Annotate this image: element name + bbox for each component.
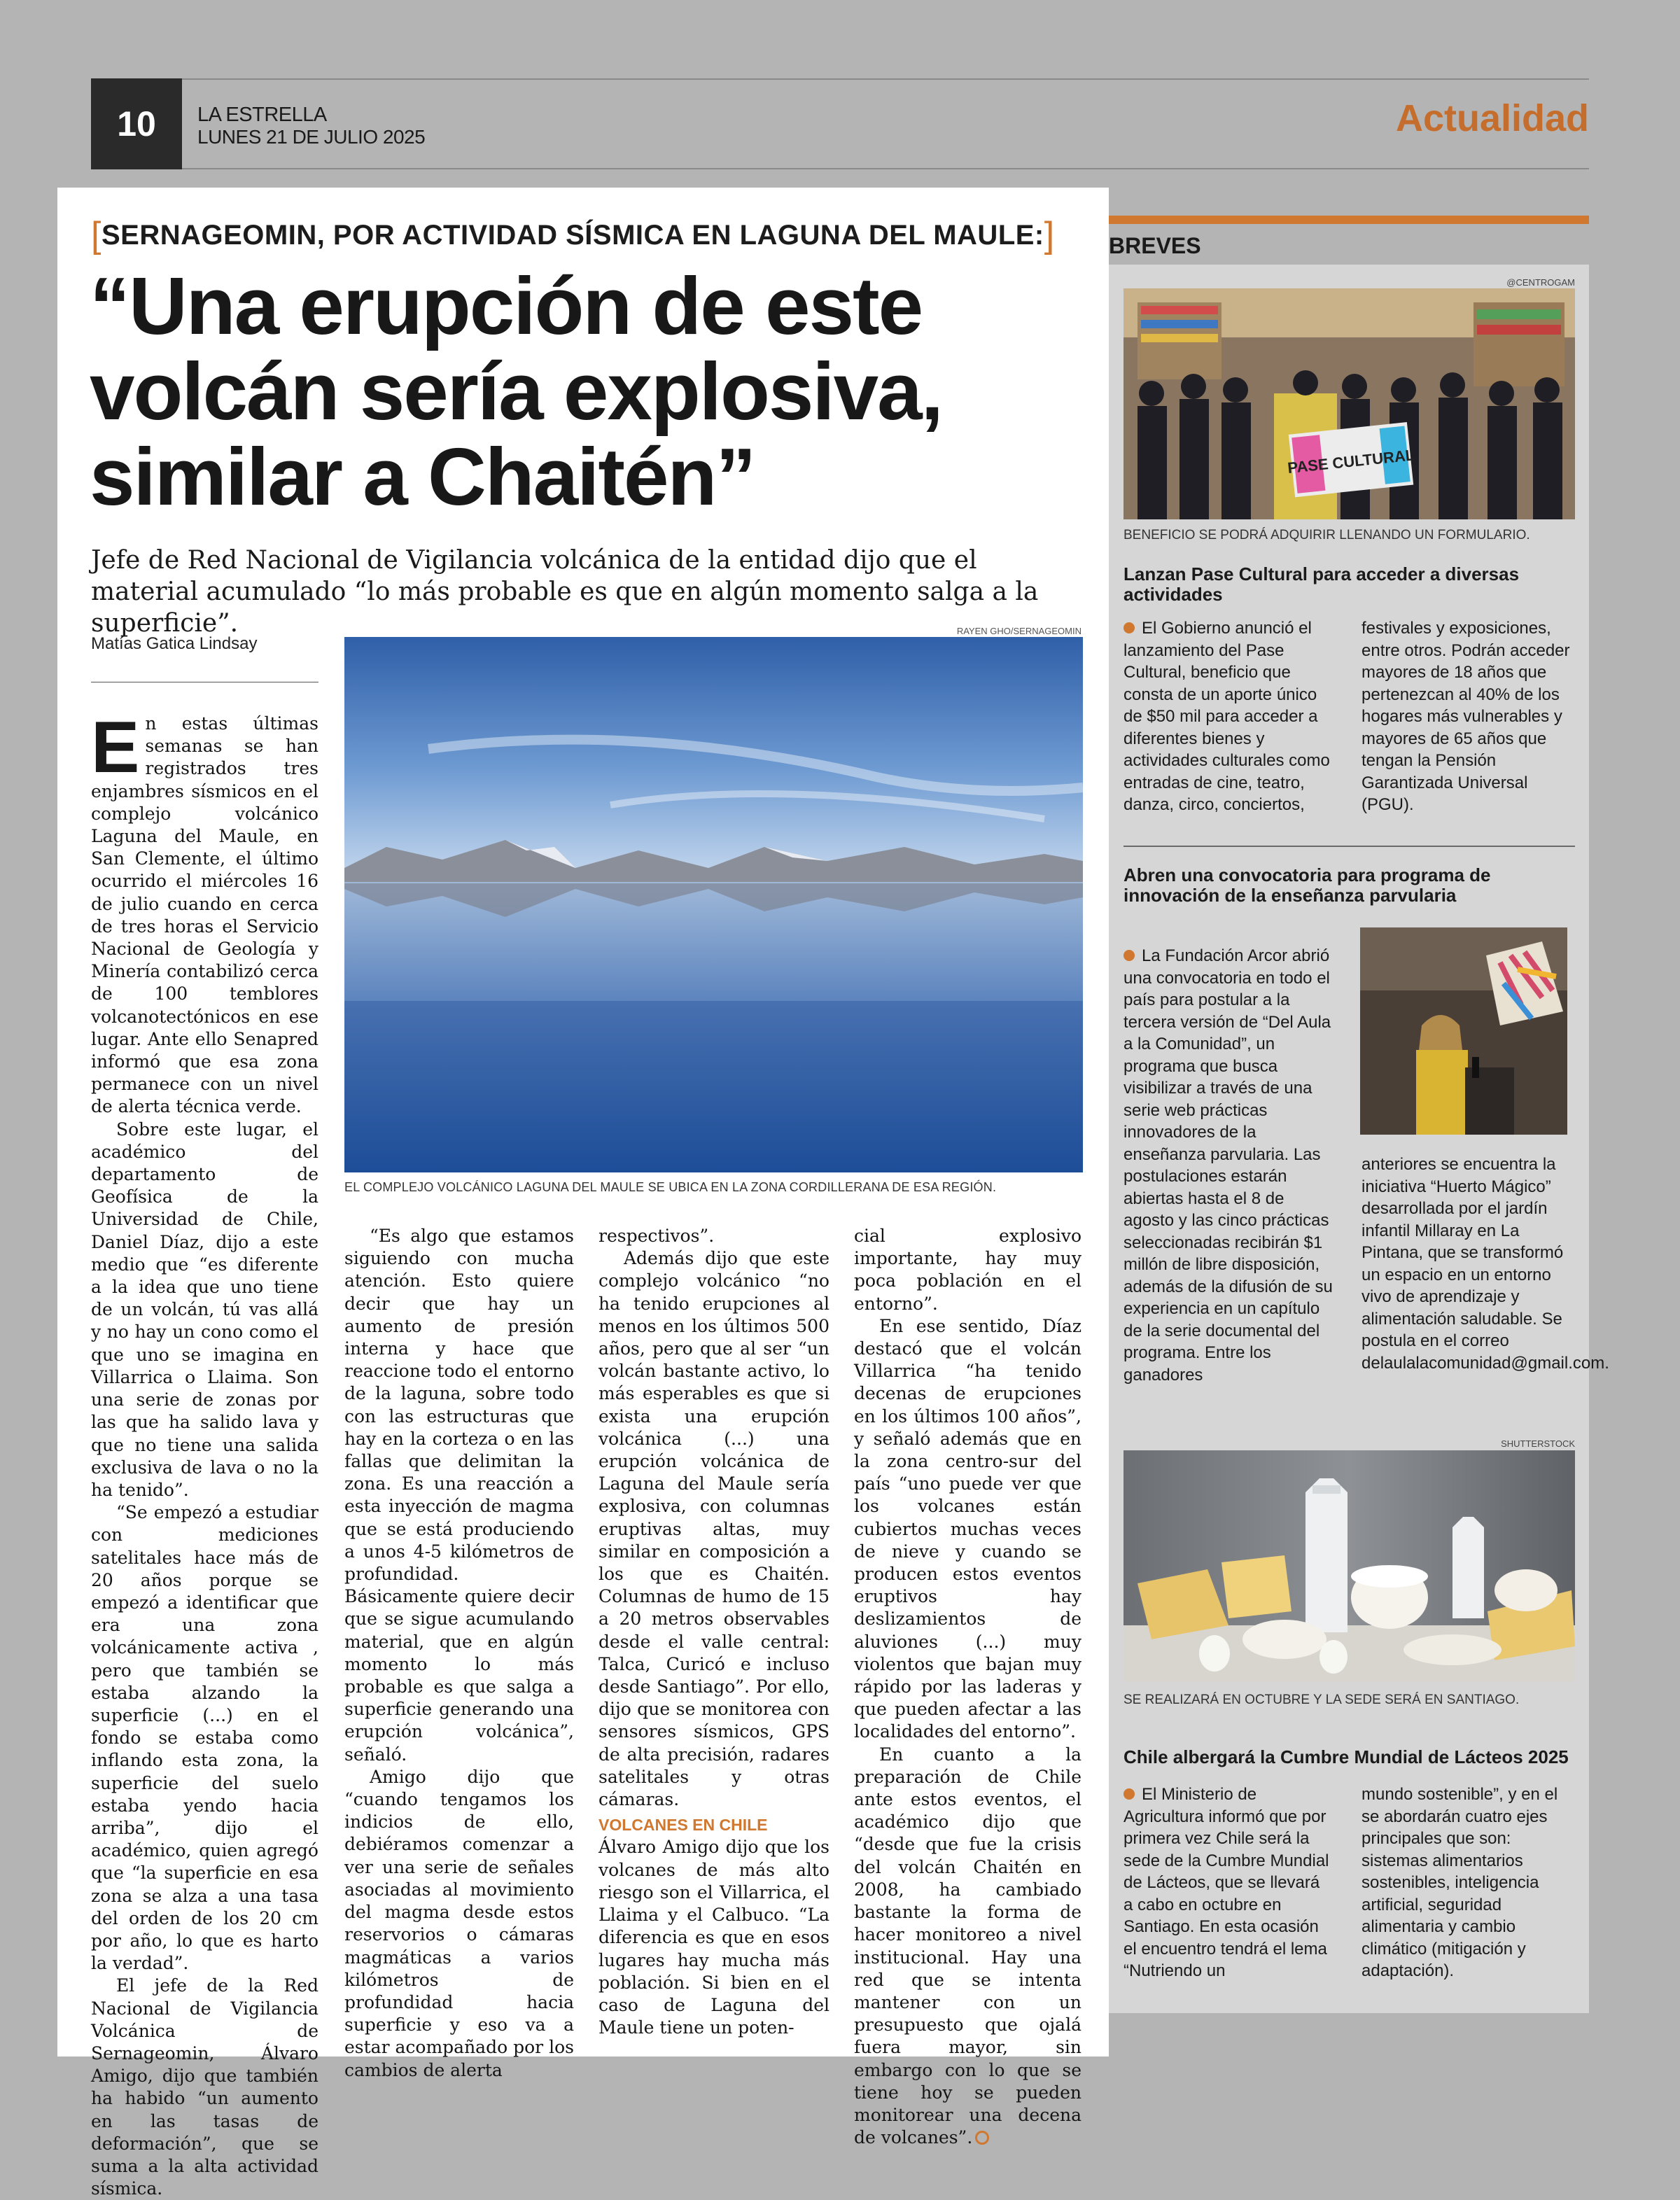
brief2-column-1 — [1124, 945, 1334, 1386]
header-rule-bottom — [91, 168, 1589, 169]
byline: Matías Gatica Lindsay — [91, 634, 258, 653]
paragraph: Álvaro Amigo dijo que los volcanes de más alto riesgo son el Villarrica, el Llaima y el Calbuco. “La diferencia es que en esos lugares hay mucha más población. Si bien en el caso de Laguna del Maule tiene un poten- — [598, 1837, 830, 2038]
paragraph-text: n estas últimas semanas se han registrados tres enjambres sísmicos en el complejo volcánico Laguna del Maule, en San Clemente, el último ocurrido el miércoles 16 de julio cuando en cerca de tres horas el Servicio Nacional de Geología y Minería contabilizó cerca de 100 temblores volcanotectónicos en ese lugar. Ante ello Senapred informó que esa zona permanece con un nivel de alerta técnica verde. — [91, 713, 318, 1117]
breves-title: BREVES — [1109, 233, 1201, 258]
article-deck: Jefe de Red Nacional de Vigilancia volcánica de la entidad dijo que el material acumulado “lo más probable es que en algún momento salga a la superficie”. — [91, 546, 1039, 638]
pase-cultural-photo — [1124, 288, 1575, 519]
article-headline — [90, 260, 1098, 522]
photo-credit: RAYEN GHO/SERNAGEOMIN — [956, 626, 1082, 636]
paragraph: Además dijo que este complejo volcánico “no ha tenido erupciones al menos en los últimos 500 años, pero que al ser “un volcán bastante activo, lo más esperables es que si exista una erupción volcánica (...) una erupción volcánica de Laguna del Maule sería explosiva, con columnas eruptivas altas, muy similar en composición a los que es Chaitén. Columnas de humo de 15 a 20 metros observables desde el valle central: Talca, Curicó e incluso desde Santiago”. Por ello, dijo que se monitorea con sensores sísmicos, GPS de alta precisión, radares satelitales y otras cámaras. — [598, 1248, 830, 1810]
kicker-text: SERNAGEOMIN, POR ACTIVIDAD SÍSMICA EN LAGUNA DEL MAULE: — [101, 220, 1044, 251]
page-number: 10 — [91, 78, 182, 169]
article-kicker — [91, 214, 1055, 256]
lake-landscape-image — [344, 637, 1083, 1172]
headline-line: “Una erupción de este — [90, 260, 923, 351]
article-column-2 — [344, 1225, 574, 2082]
paragraph: El jefe de la Red Nacional de Vigilancia Volcánica de Sernageomin, Álvaro Amigo, dijo que también ha habido “un aumento en las tasas de deformación”, que se suma a la alta actividad sísmica. — [91, 1975, 318, 2199]
paragraph: “Se empezó a estudiar con mediciones satelitales hace más de 20 años porque se empezó a identificar que era una zona volcánicamente activa , pero que también se estaba alzando la superficie (...) en el fondo se estaba como inflando esta zona, la superficie del suelo estaba yendo hacia arriba”, dijo el académico, quien agregó que “la superficie en esa zona se alza a una tasa del orden de los 20 cm por año, lo que es harto la verdad”. — [91, 1502, 318, 1974]
paragraph — [854, 1744, 1082, 2150]
brief2-title: Abren una convocatoria para programa de innovación de la enseñanza parvularia — [1124, 864, 1491, 906]
dairy-still-life-image — [1124, 1450, 1575, 1681]
brief1-caption: BENEFICIO SE PODRÁ ADQUIRIR LLENANDO UN FORMULARIO. — [1124, 528, 1530, 542]
end-mark-icon — [975, 2131, 989, 2145]
brief1-photo-credit: @CENTROGAM — [1506, 277, 1575, 288]
dairy-products-photo — [1124, 1450, 1575, 1681]
paragraph: cial explosivo importante, hay muy poca población en el entorno”. — [854, 1226, 1082, 1314]
lake-volcano-photo — [344, 637, 1083, 1172]
paragraph: “Es algo que estamos siguiendo con mucha atención. Esto quiere decir que hay un aumento de presión interna y hace que reaccione todo el entorno de la laguna, sobre todo con las estructuras que hay en la corteza o en las fallas que delimitan la zona. Es una reacción a esta inyección de magma que se está produciendo a unos 4-5 kilómetros de profundidad. Básicamente quiere decir que se sigue acumulando material, que en algún momento lo más probable es que salga a superficie generando una erupción volcánica”, señaló. — [344, 1226, 574, 1765]
pase-cultural-banner-text: PASE CULTURAL — [1287, 446, 1416, 477]
article-column-1 — [91, 707, 318, 2200]
paragraph — [91, 707, 318, 1119]
paragraph-text: En cuanto a la preparación de Chile ante estos eventos, el académico dijo que “desde que fue la crisis del volcán Chaitén en 2008, ha cambiado bastante la forma de hacer monitoreo a nivel institucional. Hay una red que se intenta mantener con un presupuesto que ojalá fuera mayor, sin embargo con lo que se tiene hoy se pueden monitorear una decena de volcanes”. — [854, 1744, 1082, 2148]
paragraph: En ese sentido, Díaz destacó que el volcán Villarrica “ha tenido decenas de erupciones en los últimos 100 años”, y señaló además que en la zona centro-sur del país “uno puede ver que los volcanes están cubiertos muchas veces de nieve y cuando se producen estos eventos eruptivos hay deslizamientos de aluviones (...) muy violentos que bajan muy rápido por las laderas y que pueden afectar a las localidades del entorno”. — [854, 1315, 1082, 1742]
photo-caption: EL COMPLEJO VOLCÁNICO LAGUNA DEL MAULE SE UBICA EN LA ZONA CORDILLERANA DE ESA REGIÓN. — [344, 1180, 997, 1194]
speaker-photo — [1360, 927, 1567, 1135]
section-title: Actualidad — [1395, 97, 1589, 139]
header-rule-top — [91, 78, 1589, 80]
headline-line: similar a Chaitén” — [90, 431, 755, 522]
kicker-bracket-open: [ — [91, 215, 102, 255]
bullet-dot-icon — [1124, 1788, 1135, 1800]
brief-divider — [1124, 846, 1575, 847]
brief3-caption: SE REALIZARÁ EN OCTUBRE Y LA SEDE SERÁ EN SANTIAGO. — [1124, 1693, 1520, 1707]
bullet-dot-icon — [1124, 950, 1135, 961]
paragraph: Sobre este lugar, el académico del departamento de Geofísica de la Universidad de Chile, Daniel Díaz, dijo a este medio que “es diferente a la idea que uno tiene de un volcán, tú vas allá y no hay un cono como el que uno se imagina en Villarrica o Llaima. Son una serie de zonas por las que ha salido lava y que no tiene una salida exclusiva de lava o no la ha tenido”. — [91, 1119, 318, 1500]
brief3-column-2: mundo sostenible”, y en el se abordarán cuatro ejes principales que son: sistemas alimentarios sostenibles, inteligencia artificial, seguridad alimentaria y cambio climático (mitigación y adaptación). — [1362, 1785, 1558, 1980]
brief3-title: Chile albergará la Cumbre Mundial de Lácteos 2025 — [1124, 1746, 1569, 1767]
issue-date: LUNES 21 DE JULIO 2025 — [197, 126, 426, 148]
drop-cap: E — [91, 707, 140, 788]
group-photo-image — [1124, 288, 1575, 519]
brief1-text-1: El Gobierno anunció el lanzamiento del Pase Cultural, beneficio que consta de un aporte único de $50 mil para acceder a diferentes bienes y actividades culturales como entradas de cine, teatro, danza, circo, conciertos, — [1124, 619, 1330, 814]
paragraph: Amigo dijo que “cuando tengamos los indicios de ello, debiéramos comenzar a ver una serie de señales asociadas al movimiento del magma desde estos reservorios o cámaras magmáticas a varios kilómetros de profundidad hacia superficie y eso va a estar acompañado por los cambios de alerta — [344, 1766, 574, 2080]
brief3-photo-credit: SHUTTERSTOCK — [1501, 1438, 1575, 1449]
subheading: VOLCANES EN CHILE — [598, 1816, 768, 1835]
article-column-4 — [854, 1225, 1082, 2149]
kicker-bracket-close: ] — [1044, 215, 1055, 255]
brief3-column-1 — [1124, 1784, 1334, 1982]
headline-line: volcán sería explosiva, — [90, 346, 942, 437]
brief1-column-1 — [1124, 617, 1334, 816]
brief1-column-2: festivales y exposiciones, entre otros. Podrán acceder mayores de 18 años que pertenezcan al 40% de los hogares más vulnerables y mayores de 65 años que tengan la Pensión Garantizada Universal (PGU). — [1362, 619, 1570, 814]
brief2-column-2: anteriores se encuentra la iniciativa “Huerto Mágico” desarrollada por el jardín infantil Millaray en La Pintana, que se transformó un espacio en un entorno vivo de aprendizaje y alimentación saludable. Se postula en el correo delaulalacomunidad@gmail.com. — [1362, 1155, 1609, 1373]
brief3-text-1: El Ministerio de Agricultura informó que por primera vez Chile será la sede de la Cumbre Mundial de Lácteos, que se llevará a cabo en octubre en Santiago. En esta ocasión el encuentro tendrá el lema “Nutriendo un — [1124, 1785, 1329, 1980]
brief2-text-1: La Fundación Arcor abrió una convocatoria en todo el país para postular a la tercera versión de “Del Aula a la Comunidad”, un programa que busca visibilizar a través de una serie web prácticas innovadores de la enseñanza parvularia. Las postulaciones estarán abiertas hasta el 8 de agosto y las cinco prácticas seleccionadas recibirán $1 millón de libre disposición, además de la difusión de su experiencia en un capítulo de la serie documental del programa. Entre los ganadores — [1124, 946, 1333, 1385]
paragraph: respectivos”. — [598, 1226, 715, 1246]
breves-accent-bar — [1109, 216, 1589, 224]
article-column-3 — [598, 1225, 830, 2039]
speaker-circle-image — [1360, 927, 1567, 1135]
bullet-dot-icon — [1124, 622, 1135, 633]
newspaper-name: LA ESTRELLA — [197, 104, 327, 126]
brief1-title: Lanzan Pase Cultural para acceder a diversas actividades — [1124, 563, 1520, 605]
